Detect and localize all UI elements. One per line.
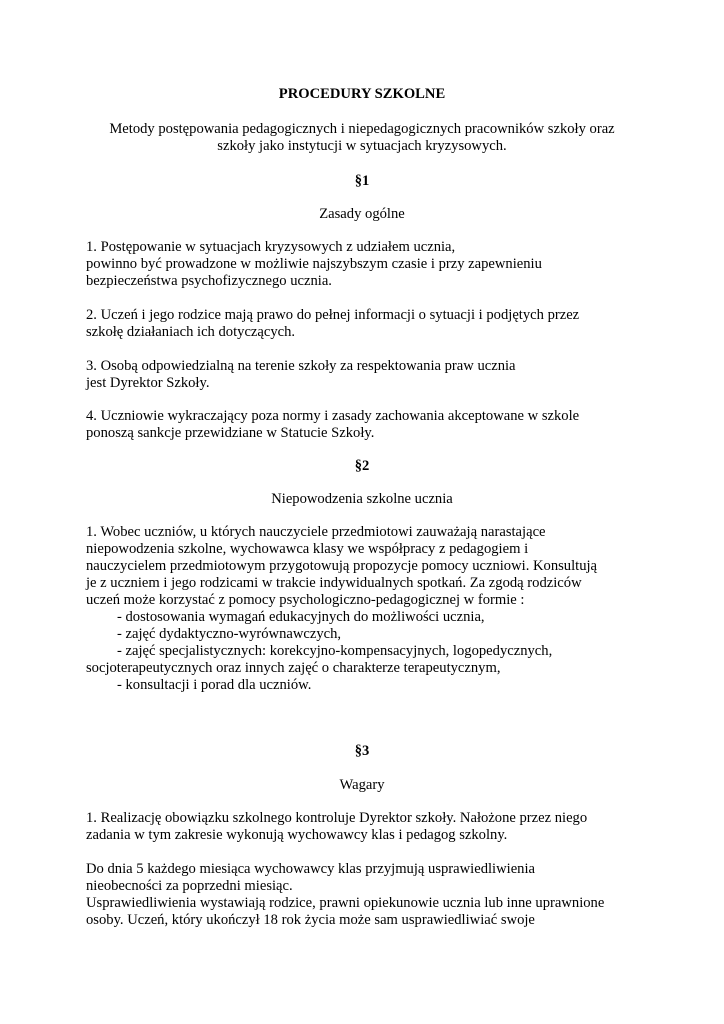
section-1-heading: Zasady ogólne <box>319 206 405 222</box>
s1-p2-line: 2. Uczeń i jego rodzice mają prawo do pełnej informacji o sytuacji i podjętych przez <box>86 307 580 323</box>
s3-p1-line: 1. Realizację obowiązku szkolnego kontroluje Dyrektor szkoły. Nałożone przez niego <box>86 810 588 826</box>
s2-p1-line: niepowodzenia szkolne, wychowawca klasy we współpracy z pedagogiem i <box>86 541 529 557</box>
s3-p2-line: Usprawiedliwienia wystawiają rodzice, prawni opiekunowie ucznia lub inne uprawnione <box>86 895 605 911</box>
section-1-mark: §1 <box>354 173 370 189</box>
s1-p1-line: bezpieczeństwa psychofizycznego ucznia. <box>86 273 332 289</box>
s2-list-item: - konsultacji i porad dla uczniów. <box>117 677 312 693</box>
s3-p2-line: nieobecności za poprzedni miesiąc. <box>86 878 293 894</box>
s3-p2-line: Do dnia 5 każdego miesiąca wychowawcy klas przyjmują usprawiedliwienia <box>86 861 536 877</box>
s2-list-item: - zajęć specjalistycznych: korekcyjno-kompensacyjnych, logopedycznych, <box>117 643 553 659</box>
section-2-mark: §2 <box>354 458 370 474</box>
s2-list-item-continuation: socjoterapeutycznych oraz innych zajęć o charakterze terapeutycznym, <box>86 660 501 676</box>
s2-list-item: - zajęć dydaktyczno-wyrównawczych, <box>117 626 342 642</box>
section-2-heading: Niepowodzenia szkolne ucznia <box>271 491 453 507</box>
s2-p1-line: nauczycielem przedmiotowym przygotowują propozycje pomocy uczniowi. Konsultują <box>86 558 598 574</box>
s3-p1-line: zadania w tym zakresie wykonują wychowawcy klas i pedagog szkolny. <box>86 827 508 843</box>
s2-p1-line: je z uczniem i jego rodzicami w trakcie indywidualnych spotkań. Za zgodą rodziców <box>86 575 582 591</box>
document-title: PROCEDURY SZKOLNE <box>278 86 446 102</box>
s1-p2-line: szkołę działaniach ich dotyczących. <box>86 324 296 340</box>
subtitle-line: Metody postępowania pedagogicznych i niepedagogicznych pracowników szkoły oraz <box>109 121 615 137</box>
section-3-mark: §3 <box>354 743 370 759</box>
s3-p2-line: osoby. Uczeń, który ukończył 18 rok życia może sam usprawiedliwiać swoje <box>86 912 535 928</box>
s1-p3-line: 3. Osobą odpowiedzialną na terenie szkoły za respektowania praw ucznia <box>86 358 516 374</box>
s2-p1-line: 1. Wobec uczniów, u których nauczyciele przedmiotowi zauważają narastające <box>86 524 546 540</box>
s2-p1-line: uczeń może korzystać z pomocy psychologiczno-pedagogicznej w formie : <box>86 592 525 608</box>
s1-p4-line: 4. Uczniowie wykraczający poza normy i zasady zachowania akceptowane w szkole <box>86 408 580 424</box>
s2-list-item: - dostosowania wymagań edukacyjnych do możliwości ucznia, <box>117 609 485 625</box>
subtitle-line: szkoły jako instytucji w sytuacjach kryzysowych. <box>217 138 507 154</box>
s1-p1-line: 1. Postępowanie w sytuacjach kryzysowych z udziałem ucznia, <box>86 239 456 255</box>
s1-p3-line: jest Dyrektor Szkoły. <box>86 375 210 391</box>
section-3-heading: Wagary <box>339 777 385 793</box>
s1-p1-line: powinno być prowadzone w możliwie najszybszym czasie i przy zapewnieniu <box>86 256 542 272</box>
s1-p4-line: ponoszą sankcje przewidziane w Statucie Szkoły. <box>86 425 375 441</box>
